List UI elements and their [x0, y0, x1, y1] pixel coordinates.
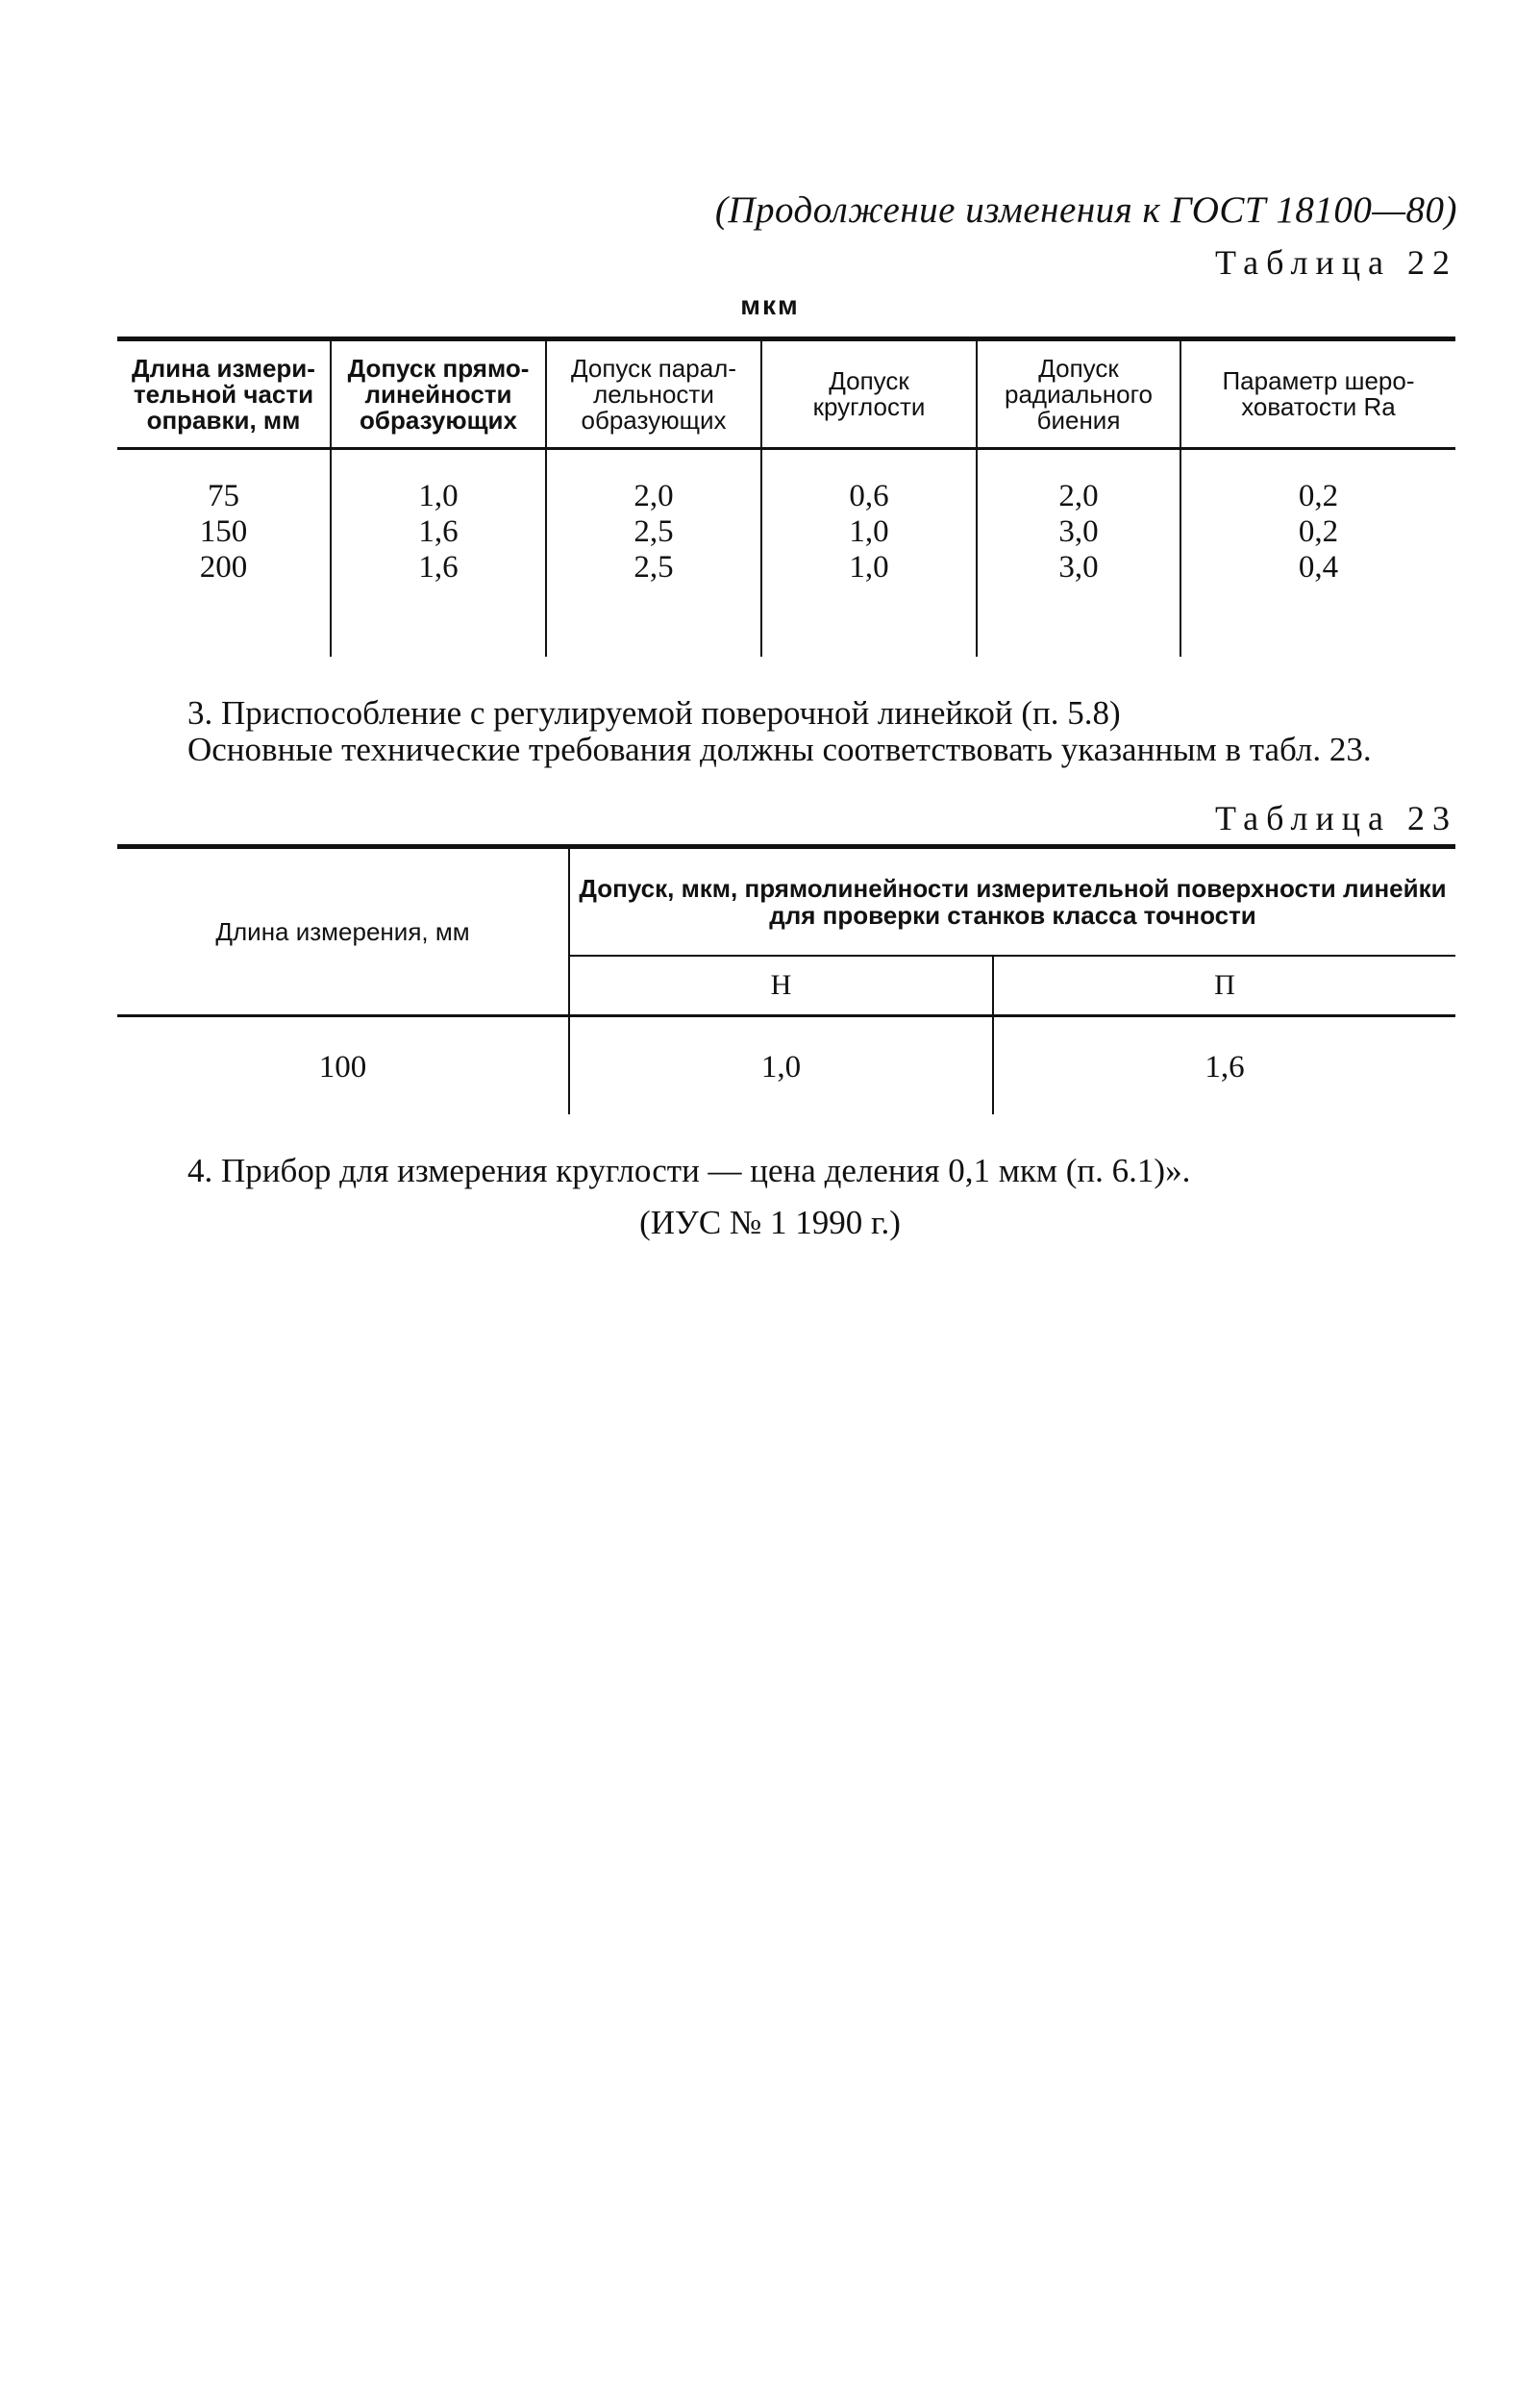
table-23-data-row: [117, 1016, 1455, 1115]
continuation-header: (Продолжение изменения к ГОСТ 18100—80): [714, 189, 1457, 231]
t22-col-parallelism: 2,0 2,5 2,5: [546, 449, 761, 658]
section-3-heading: 3. Приспособление с регулируемой поверочной линейкой (п. 5.8): [187, 694, 1121, 732]
t22-header-roughness: Параметр шеро- ховатости Ra: [1180, 339, 1455, 449]
t23-header-class-h: Н: [569, 956, 993, 1016]
t22-header-roundness: Допуск круглости: [761, 339, 977, 449]
t23-header-class-p: П: [993, 956, 1455, 1016]
source-footer: (ИУС № 1 1990 г.): [639, 1204, 901, 1241]
t22-header-length: Длина измери- тельной части оправки, мм: [117, 339, 331, 449]
table-22-unit: мкм: [740, 290, 800, 320]
section-4-text: 4. Прибор для измерения круглости — цена деления 0,1 мкм (п. 6.1)».: [187, 1152, 1191, 1189]
t22-col-length: 75 150 200: [199, 479, 248, 585]
t22-header-straightness: Допуск прямо- линейности образующих: [331, 339, 546, 449]
section-3-text: Основные технические требования должны соответствовать указанным в табл. 23.: [187, 731, 1372, 768]
table-23-title: Таблица 23: [1215, 799, 1457, 837]
t23-cell-p: 1,6: [993, 1016, 1455, 1115]
table-23-header-row: [117, 847, 1455, 957]
t22-col-straightness: 1,0 1,6 1,6: [331, 449, 546, 658]
table-22-title: Таблица 22: [1215, 243, 1457, 282]
t23-cell-length: 100: [318, 1050, 367, 1085]
t22-header-parallelism: Допуск парал- лельности образующих: [546, 339, 761, 449]
table-22-data-row: [117, 449, 1455, 658]
t23-header-tolerance: Допуск, мкм, прямолинейности измерительной поверхности линейки для проверки станков класса точности: [569, 847, 1455, 957]
t23-cell-h: 1,0: [569, 1016, 993, 1115]
t22-col-roughness: 0,2 0,2 0,4: [1180, 449, 1455, 658]
t22-header-runout: Допуск радиального биения: [977, 339, 1180, 449]
table-22-header-row: [117, 339, 1455, 449]
t23-header-length: Длина измерения, мм: [117, 847, 569, 1016]
table-23: [117, 844, 1455, 1114]
table-22: [117, 337, 1455, 657]
t22-col-roundness: 0,6 1,0 1,0: [761, 449, 977, 658]
t22-col-runout: 2,0 3,0 3,0: [977, 449, 1180, 658]
